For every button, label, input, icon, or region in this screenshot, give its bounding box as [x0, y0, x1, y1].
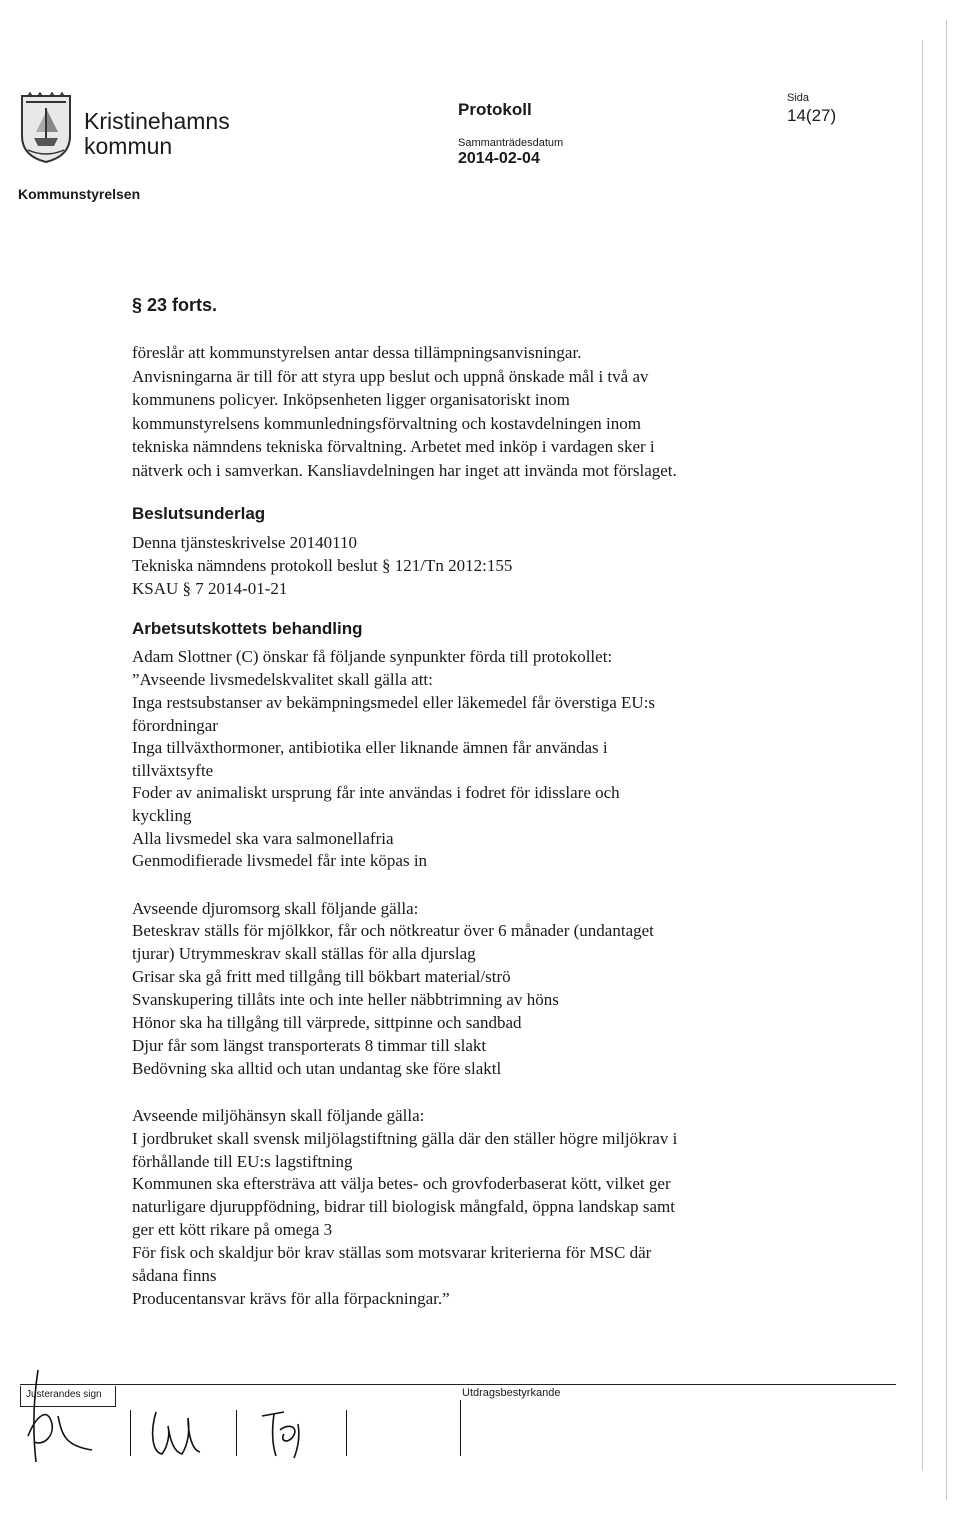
behandling-line: Genmodifierade livsmedel får inte köpas in	[132, 851, 428, 870]
signature-separator	[236, 1410, 237, 1456]
djuromsorg-line: Beteskrav ställs för mjölkkor, får och nötkreatur över 6 månader (undantaget	[132, 921, 654, 940]
behandling-line: tillväxtsyfte	[132, 761, 214, 780]
miljo-line: För fisk och skaldjur bör krav ställas som motsvarar kriterierna för MSC där	[132, 1243, 652, 1262]
handwritten-initials-signature	[146, 1404, 216, 1464]
document-type: Protokoll	[458, 100, 532, 119]
behandling-line: förordningar	[132, 716, 218, 735]
org-name-line1: Kristinehamns	[84, 108, 230, 134]
djuromsorg-line: Avseende djuromsorg skall följande gälla:	[132, 899, 419, 918]
miljo-line: Kommunen ska eftersträva att välja betes- och grovfoderbaserat kött, vilket ger	[132, 1174, 671, 1193]
djuromsorg-line: Hönor ska ha tillgång till värprede, sittpinne och sandbad	[132, 1013, 522, 1032]
behandling-heading: Arbetsutskottets behandling	[132, 619, 363, 638]
miljo-line: förhållande till EU:s lagstiftning	[132, 1152, 353, 1171]
djuromsorg-line: Grisar ska gå fritt med tillgång till bökbart material/strö	[132, 967, 511, 986]
beslutsunderlag-line: KSAU § 7 2014-01-21	[132, 579, 288, 598]
board-name: Kommunstyrelsen	[18, 186, 141, 202]
meeting-date-label: Sammanträdesdatum	[458, 137, 564, 149]
section-heading	[132, 295, 217, 316]
signature-separator	[130, 1410, 131, 1456]
miljo-line: sådana finns	[132, 1266, 217, 1285]
meeting-date-value: 2014-02-04	[458, 150, 540, 167]
miljo-line: Producentansvar krävs för alla förpackningar.”	[132, 1289, 450, 1308]
djuromsorg-line: tjurar) Utrymmeskrav skall ställas för alla djurslag	[132, 944, 476, 963]
behandling-line: Foder av animaliskt ursprung får inte användas i fodret för idisslare och	[132, 783, 620, 802]
page-number: 14(27)	[787, 106, 837, 125]
extract-label: Utdragsbestyrkande	[462, 1387, 561, 1399]
beslutsunderlag-heading: Beslutsunderlag	[132, 504, 266, 523]
footer-rule	[20, 1384, 896, 1385]
djuromsorg-line: Svanskupering tillåts inte och inte heller näbbtrimning av höns	[132, 990, 559, 1009]
miljo-line: ger ett kött rikare på omega 3	[132, 1220, 333, 1239]
intro-line: kommunstyrelsens kommunledningsförvaltning och kostavdelningen inom	[132, 414, 641, 433]
handwritten-initials-signature	[254, 1404, 324, 1464]
djuromsorg-line: Djur får som längst transporterats 8 timmar till slakt	[132, 1036, 487, 1055]
intro-line: tekniska nämndens tekniska förvaltning. Arbetet med inköp i vardagen sker i	[132, 437, 655, 456]
intro-line: nätverk och i samverkan. Kansliavdelningen har inget att invända mot förslaget.	[132, 461, 677, 480]
signature-separator	[460, 1400, 461, 1456]
org-name-line2: kommun	[84, 133, 173, 159]
beslutsunderlag-line: Tekniska nämndens protokoll beslut § 121/Tn 2012:155	[132, 556, 513, 575]
behandling-line: kyckling	[132, 806, 192, 825]
paragraph-sign: §	[132, 295, 143, 315]
signature-separator	[346, 1410, 347, 1456]
intro-line: föreslår att kommunstyrelsen antar dessa tillämpningsanvisningar.	[132, 343, 582, 362]
djuromsorg-line: Bedövning ska alltid och utan undantag ske före slaktl	[132, 1059, 502, 1078]
handwritten-initials-signature	[22, 1366, 112, 1476]
behandling-line: Inga tillväxthormoner, antibiotika eller liknande ämnen får användas i	[132, 738, 608, 757]
intro-line: kommunens policyer. Inköpsenheten ligger organisatoriskt inom	[132, 390, 570, 409]
behandling-line: ”Avseende livsmedelskvalitet skall gälla att:	[132, 670, 433, 689]
beslutsunderlag-line: Denna tjänsteskrivelse 20140110	[132, 533, 358, 552]
margin-scan-line	[946, 20, 947, 1500]
miljo-line: I jordbruket skall svensk miljölagstiftning gälla där den ställer högre miljökrav i	[132, 1129, 678, 1148]
section-title: 23 forts.	[147, 295, 218, 315]
behandling-line: Alla livsmedel ska vara salmonellafria	[132, 829, 394, 848]
behandling-line: Adam Slottner (C) önskar få följande synpunkter förda till protokollet:	[132, 647, 613, 666]
margin-scan-line	[922, 40, 923, 1470]
behandling-line: Inga restsubstanser av bekämpningsmedel eller läkemedel får överstiga EU:s	[132, 693, 656, 712]
miljo-line: Avseende miljöhänsyn skall följande gälla:	[132, 1106, 425, 1125]
coat-of-arms-icon	[20, 92, 72, 164]
miljo-line: naturligare djuruppfödning, bidrar till biologisk mångfald, öppna landskap samt	[132, 1197, 675, 1216]
sign-label: Justerandes sign	[26, 1389, 102, 1400]
page-label: Sida	[787, 92, 810, 104]
intro-line: Anvisningarna är till för att styra upp beslut och uppnå önskade mål i två av	[132, 367, 649, 386]
